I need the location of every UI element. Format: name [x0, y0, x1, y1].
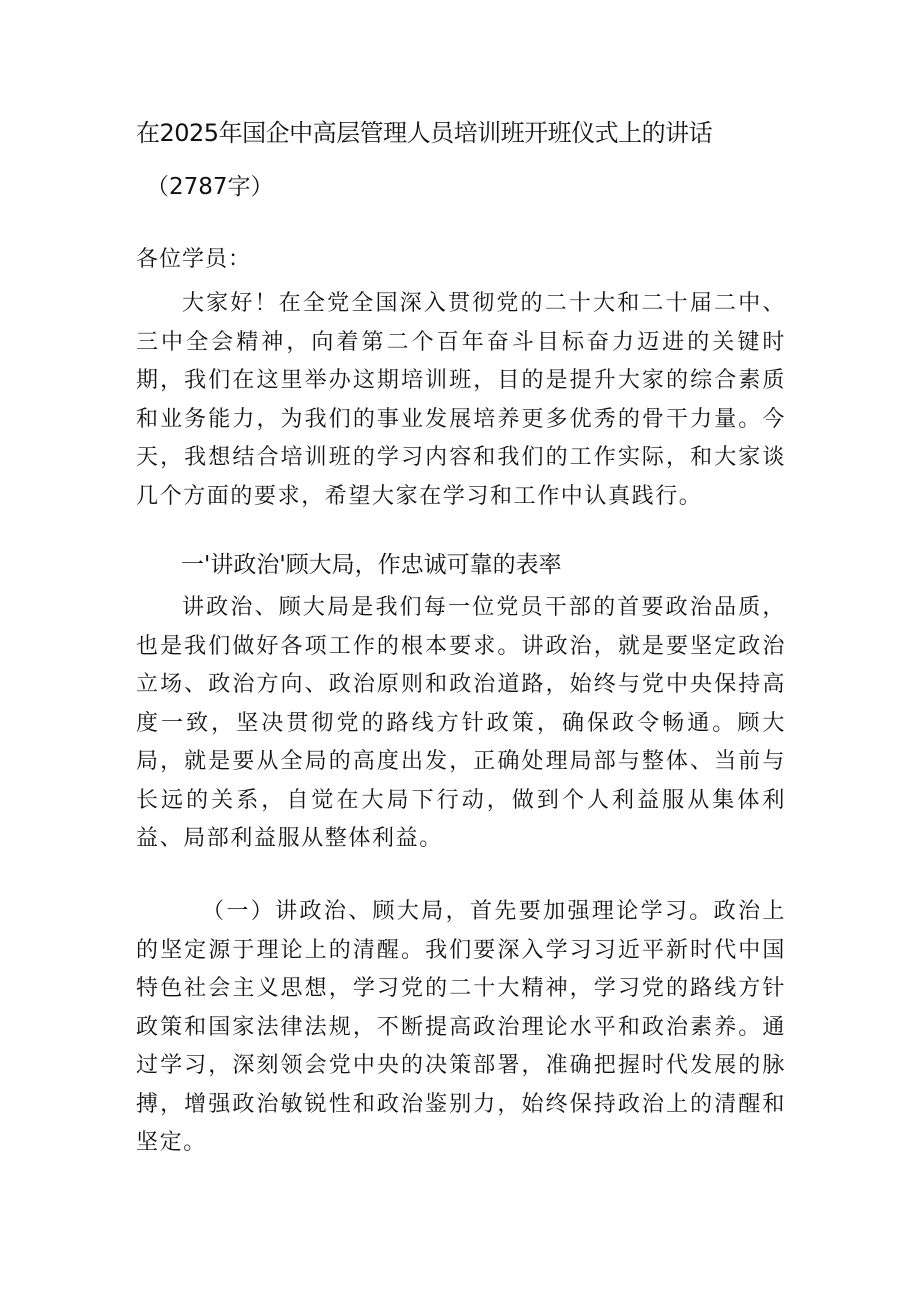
section-heading-1: 一'讲政治'顾大局，作忠诚可靠的表率 — [181, 552, 562, 578]
section-1-paragraph: 讲政治、顾大局是我们每一位党员干部的首要政治品质，也是我们做好各项工作的根本要求。讲政治，就是要坚定政治立场、政治方向、政治原则和政治道路，始终与党中央保持高度一致，坚决贯彻党的路线方针政策，确保政令畅通。顾大局，就是要从全局的高度出发，正确处理局部与整体、当前与长远的关系，自觉在大局下行动，做到个人利益服从集体利益、局部利益服从整体利益。 — [136, 595, 786, 851]
subsection-1-paragraph: （一）讲政治、顾大局，首先要加强理论学习。政治上的坚定源于理论上的清醒。我们要深入学习习近平新时代中国特色社会主义思想，学习党的二十大精神，学习党的路线方针政策和国家法律法规，不断提高政治理论水平和政治素养。通过学习，深刻领会党中央的决策部署，准确把握时代发展的脉搏，增强政治敏锐性和政治鉴别力，始终保持政治上的清醒和坚定。 — [136, 899, 786, 1155]
word-count: （2787字） — [146, 174, 274, 200]
intro-paragraph: 大家好！在全党全国深入贯彻党的二十大和二十届二中、三中全会精神，向着第二个百年奋斗目标奋力迈进的关键时期，我们在这里举办这期培训班，目的是提升大家的综合素质和业务能力，为我们的事业发展培养更多优秀的骨干力量。今天，我想结合培训班的学习内容和我们的工作实际，和大家谈几个方面的要求，希望大家在学习和工作中认真践行。 — [136, 291, 786, 509]
document-title: 在2025年国企中高层管理人员培训班开班仪式上的讲话 — [136, 119, 713, 147]
salutation: 各位学员： — [136, 247, 252, 272]
